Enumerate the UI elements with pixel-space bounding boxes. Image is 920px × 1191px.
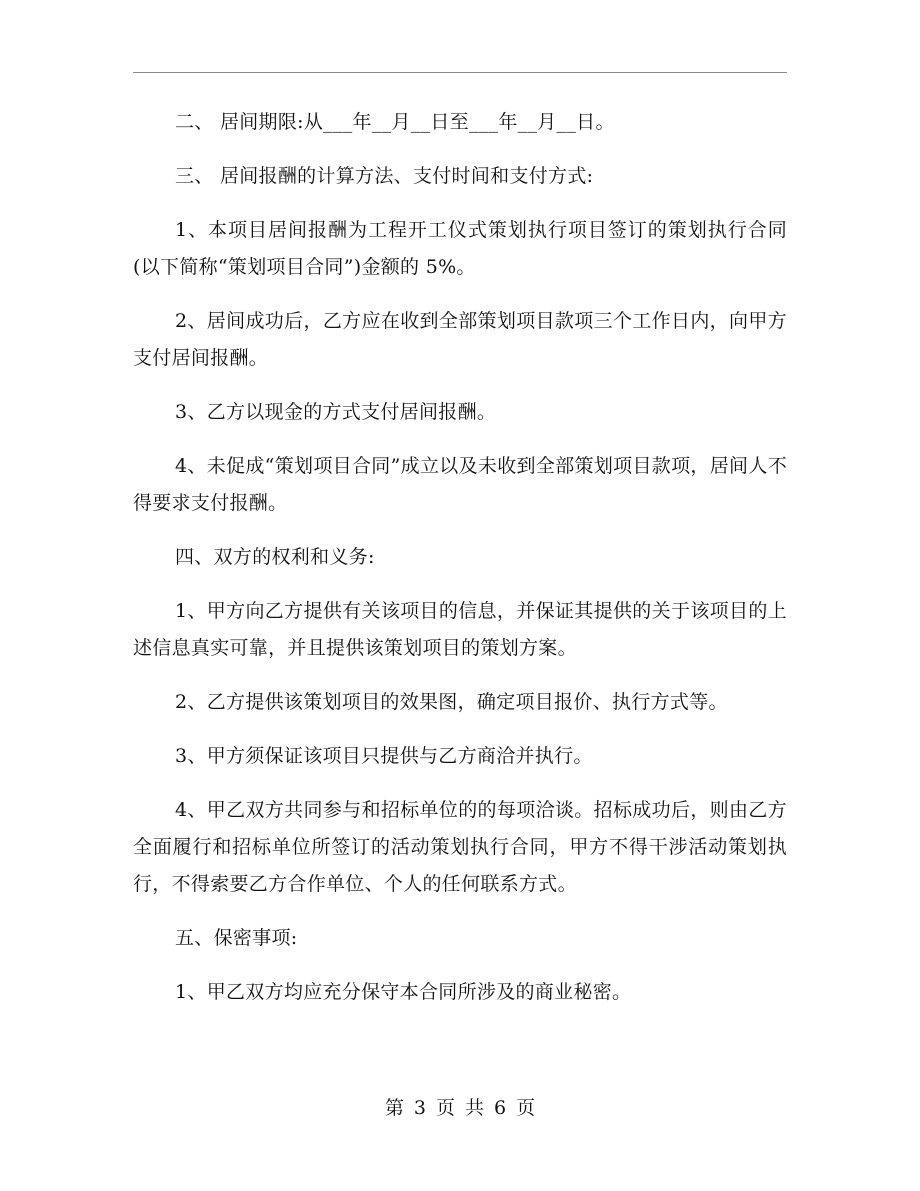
rights-item-2: 2、乙方提供该策划项目的效果图，确定项目报价、执行方式等。	[175, 691, 728, 713]
clause-confidentiality-heading: 五、保密事项:	[175, 927, 298, 949]
confidentiality-item-1: 1、甲乙双方均应充分保守本合同所涉及的商业秘密。	[175, 981, 632, 1003]
document-body	[133, 104, 787, 1011]
remuneration-item-4: 4、未促成“策划项目合同”成立以及未收到全部策划项目款项，居间人不得要求支付报酬。	[133, 455, 787, 514]
page-number: 第 3 页 共 6 页	[384, 1097, 536, 1119]
remuneration-item-2: 2、居间成功后，乙方应在收到全部策划项目款项三个工作日内，向甲方支付居间报酬。	[133, 310, 787, 369]
clause-term: 二、 居间期限:从___年__月__日至___年__月__日。	[175, 111, 615, 133]
rights-item-1: 1、甲方向乙方提供有关该项目的信息，并保证其提供的关于该项目的上述信息真实可靠，并且提供该策划项目的策划方案。	[133, 600, 787, 659]
clause-remuneration-heading: 三、 居间报酬的计算方法、支付时间和支付方式:	[175, 165, 594, 187]
rights-item-4: 4、甲乙双方共同参与和招标单位的的每项洽谈。招标成功后，则由乙方全面履行和招标单位所签订的活动策划执行合同，甲方不得干涉活动策划执行，不得索要乙方合作单位、个人的任何联系方式。	[133, 799, 787, 895]
rights-item-3: 3、甲方须保证该项目只提供与乙方商洽并执行。	[175, 745, 593, 767]
remuneration-item-1: 1、本项目居间报酬为工程开工仪式策划执行项目签订的策划执行合同(以下简称“策划项目合同”)金额的 5%。	[133, 219, 787, 278]
clause-rights-heading: 四、双方的权利和义务:	[175, 546, 375, 568]
header-rule	[133, 72, 787, 73]
remuneration-item-3: 3、乙方以现金的方式支付居间报酬。	[175, 401, 497, 423]
